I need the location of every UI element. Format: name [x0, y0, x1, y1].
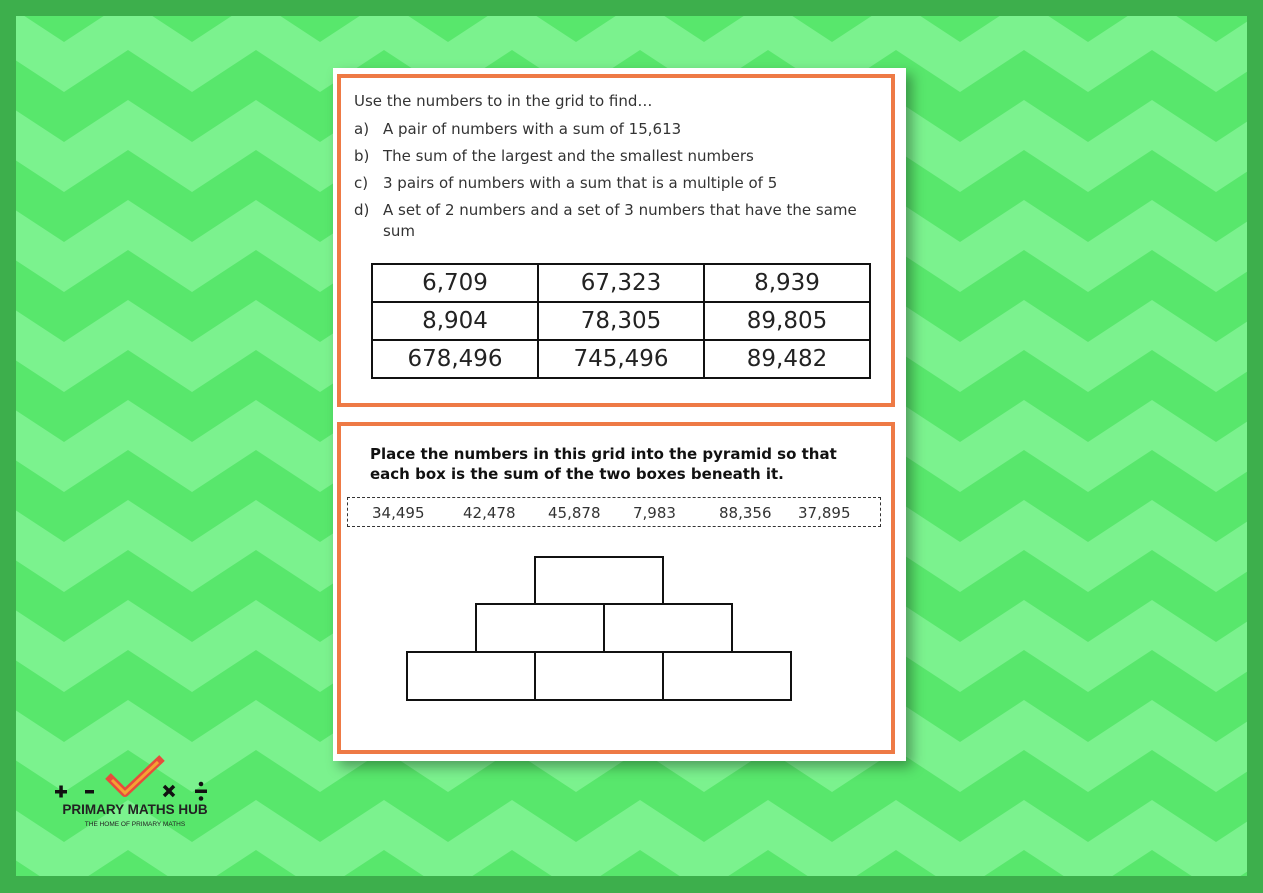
pyramid-middle-right-box[interactable]: [603, 603, 733, 653]
pyramid-panel: [337, 422, 895, 754]
grid-cell: 6,709: [372, 264, 538, 302]
question-text: A pair of numbers with a sum of 15,613: [383, 120, 682, 138]
grid-row: [372, 340, 870, 378]
question-text: The sum of the largest and the smallest numbers: [383, 147, 754, 165]
question-text: A set of 2 numbers and a set of 3 numbers that have the same sum: [383, 201, 857, 240]
logo-name: PRIMARY MATHS HUB: [62, 802, 208, 817]
question-text: 3 pairs of numbers with a sum that is a multiple of 5: [383, 174, 778, 192]
pyramid-number: 7,983: [633, 504, 676, 522]
question-letter: c): [354, 174, 369, 192]
question-letter: d): [354, 201, 370, 219]
pyramid-bottom-right-box[interactable]: [662, 651, 792, 701]
pyramid-number: 42,478: [463, 504, 516, 522]
grid-cell: 78,305: [538, 302, 704, 340]
maths-operators-checkmark-icon: [40, 750, 230, 802]
grid-row: [372, 302, 870, 340]
pyramid-instruction: Place the numbers in this grid into the pyramid so that each box is the sum of the two boxes beneath it.: [370, 445, 837, 483]
pyramid-number: 45,878: [548, 504, 601, 522]
primary-maths-hub-logo: [40, 750, 230, 840]
intro-text: Use the numbers to in the grid to find…: [354, 92, 653, 110]
grid-cell: 8,939: [704, 264, 870, 302]
number-grid: [371, 263, 871, 379]
logo-tagline: THE HOME OF PRIMARY MATHS: [84, 821, 186, 828]
grid-cell: 89,805: [704, 302, 870, 340]
question-letter: b): [354, 147, 370, 165]
grid-cell: 67,323: [538, 264, 704, 302]
worksheet-page: [333, 68, 906, 761]
grid-cell: 8,904: [372, 302, 538, 340]
pyramid-middle-left-box[interactable]: [475, 603, 605, 653]
pyramid-bottom-middle-box[interactable]: [534, 651, 664, 701]
pyramid-number: 34,495: [372, 504, 425, 522]
pyramid-bottom-left-box[interactable]: [406, 651, 536, 701]
pyramid-number: 37,895: [798, 504, 851, 522]
pyramid-number: 88,356: [719, 504, 772, 522]
pyramid-number-bank: [347, 497, 881, 527]
grid-cell: 678,496: [372, 340, 538, 378]
grid-row: [372, 264, 870, 302]
pyramid-top-box[interactable]: [534, 556, 664, 606]
question-letter: a): [354, 120, 370, 138]
grid-cell: 745,496: [538, 340, 704, 378]
grid-cell: 89,482: [704, 340, 870, 378]
addition-questions-panel: [337, 74, 895, 407]
